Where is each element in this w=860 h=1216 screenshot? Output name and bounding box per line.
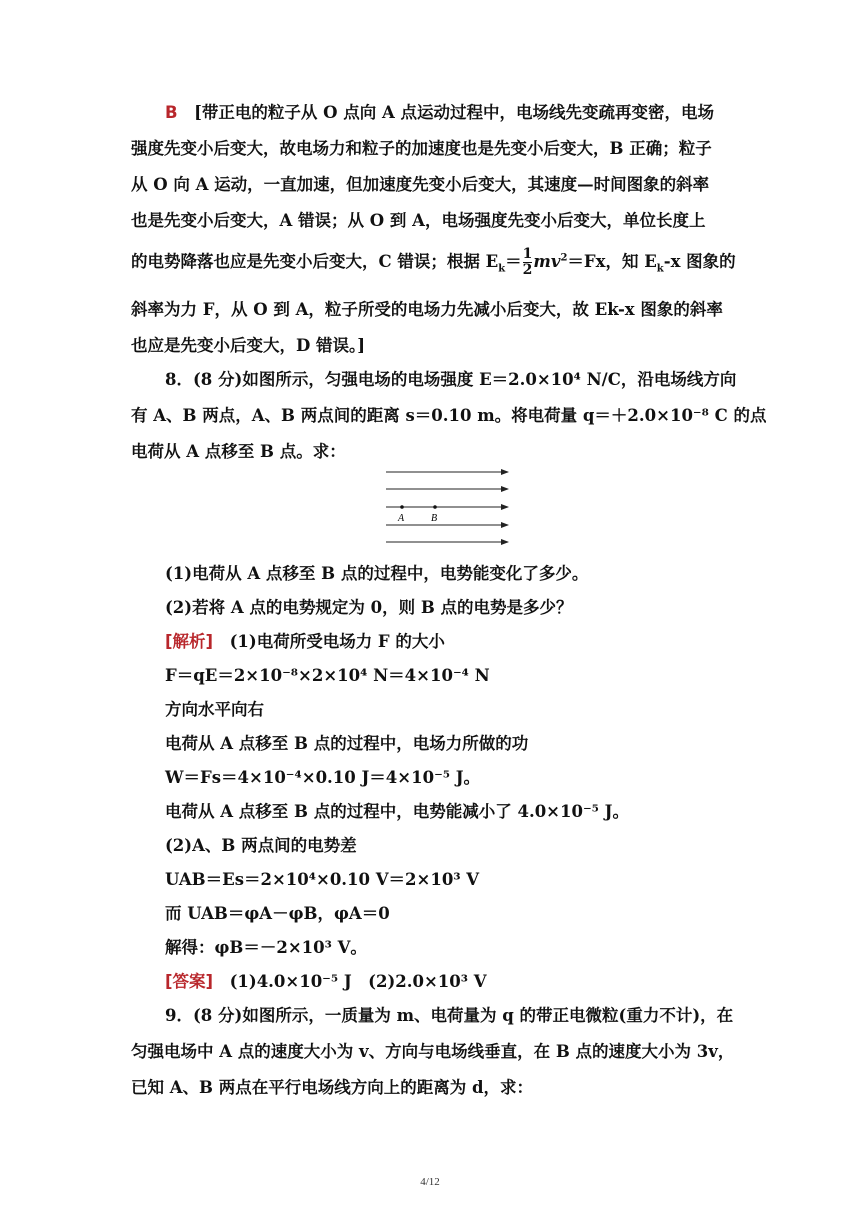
q8-work-text: 电荷从 A 点移至 B 点的过程中，电场力所做的功 xyxy=(165,734,529,753)
q8-sub-2: (2)若将 A 点的电势规定为 0，则 B 点的电势是多少？ xyxy=(165,598,573,617)
answer-text: (1)4.0×10⁻⁵ J (2)2.0×10³ V xyxy=(229,972,487,991)
q8-eq-1: F＝qE＝2×10⁻⁸×2×10⁴ N＝4×10⁻⁴ N xyxy=(165,666,490,685)
q8-analysis-1 xyxy=(165,630,765,654)
q8-direction: 方向水平向右 xyxy=(165,700,264,719)
half-fraction: $\frac{1}{2}$ xyxy=(522,246,533,278)
q9-stem-2: 匀强电场中 A 点的速度大小为 v、方向与电场线垂直，在 B 点的速度大小为 3v， xyxy=(131,1042,735,1061)
q8-eq-4: 而 UAB＝φA－φB，φA＝0 xyxy=(165,904,390,923)
point-b-label: B xyxy=(431,513,438,524)
q7-text-5b: ＝Fx，知 E xyxy=(567,252,657,271)
analysis-text: (1)电荷所受电场力 F 的大小 xyxy=(229,632,445,651)
point-a-dot xyxy=(400,505,404,509)
point-a-label: A xyxy=(398,513,405,524)
q8-sub-1: (1)电荷从 A 点移至 B 点的过程中，电势能变化了多少。 xyxy=(165,564,589,583)
q8-answer xyxy=(165,970,765,994)
answer-tag: [答案] xyxy=(165,972,214,991)
page-number: 4/12 xyxy=(420,1176,440,1188)
q7-text-5c: -x 图象的 xyxy=(663,252,736,271)
q7-solution-line-5: 的电势降落也应是先变小后变大，C 错误；根据 $E_k=$ $\frac{1}{2}$ $mv^2=Fx$，知 $E_k-x$ 图象的 xyxy=(131,246,736,278)
q7-solution-line-6: 斜率为力 F，从 O 到 A，粒子所受的电场力先减小后变大，故 Ek-x 图象的斜率 xyxy=(131,300,723,319)
q7-solution-line-7: 也应是先变小后变大，D 错误。] xyxy=(131,336,366,355)
q9-stem-3: 已知 A、B 两点在平行电场线方向上的距离为 d，求： xyxy=(131,1078,534,1097)
q8-eq-5: 解得：φB＝－2×10³ V。 xyxy=(165,938,367,957)
q8-part-2: (2)A、B 两点间的电势差 xyxy=(165,836,357,855)
q7-text-1: [带正电的粒子从 O 点向 A 点运动过程中，电场线先变疏再变密，电场 xyxy=(194,103,715,122)
q8-eq-2: W＝Fs＝4×10⁻⁴×0.10 J＝4×10⁻⁵ J。 xyxy=(165,768,481,787)
q7-text-5a: 的电势降落也应是先变小后变大，C 错误；根据 E xyxy=(131,252,499,271)
q9-stem-1: 9．(8 分)如图所示，一质量为 m、电荷量为 q 的带正电微粒(重力不计)，在 xyxy=(165,1006,734,1025)
q7-solution-line-1 xyxy=(165,101,765,125)
electric-field-figure xyxy=(384,466,516,548)
point-b-dot xyxy=(433,505,437,509)
answer-letter: B xyxy=(165,103,178,122)
q8-stem-1: 8．(8 分)如图所示，匀强电场的电场强度 E＝2.0×10⁴ N/C，沿电场线方向 xyxy=(165,370,737,389)
q7-solution-line-3: 从 O 向 A 运动，一直加速，但加速度先变小后变大，其速度—时间图象的斜率 xyxy=(131,175,710,194)
q8-eq-3: UAB＝Es＝2×10⁴×0.10 V＝2×10³ V xyxy=(165,870,480,889)
q8-result-1: 电荷从 A 点移至 B 点的过程中，电势能减小了 4.0×10⁻⁵ J。 xyxy=(165,802,629,821)
q8-stem-2: 有 A、B 两点，A、B 两点间的距离 s＝0.10 m。将电荷量 q＝＋2.0×10⁻⁸ C 的点 xyxy=(131,406,767,425)
q8-stem-3: 电荷从 A 点移至 B 点。求： xyxy=(131,442,346,461)
q7-solution-line-4: 也是先变小后变大，A 错误；从 O 到 A，电场强度先变小后变大，单位长度上 xyxy=(131,211,706,230)
analysis-tag: [解析] xyxy=(165,632,214,651)
q7-solution-line-2: 强度先变小后变大，故电场力和粒子的加速度也是先变小后变大，B 正确；粒子 xyxy=(131,139,712,158)
